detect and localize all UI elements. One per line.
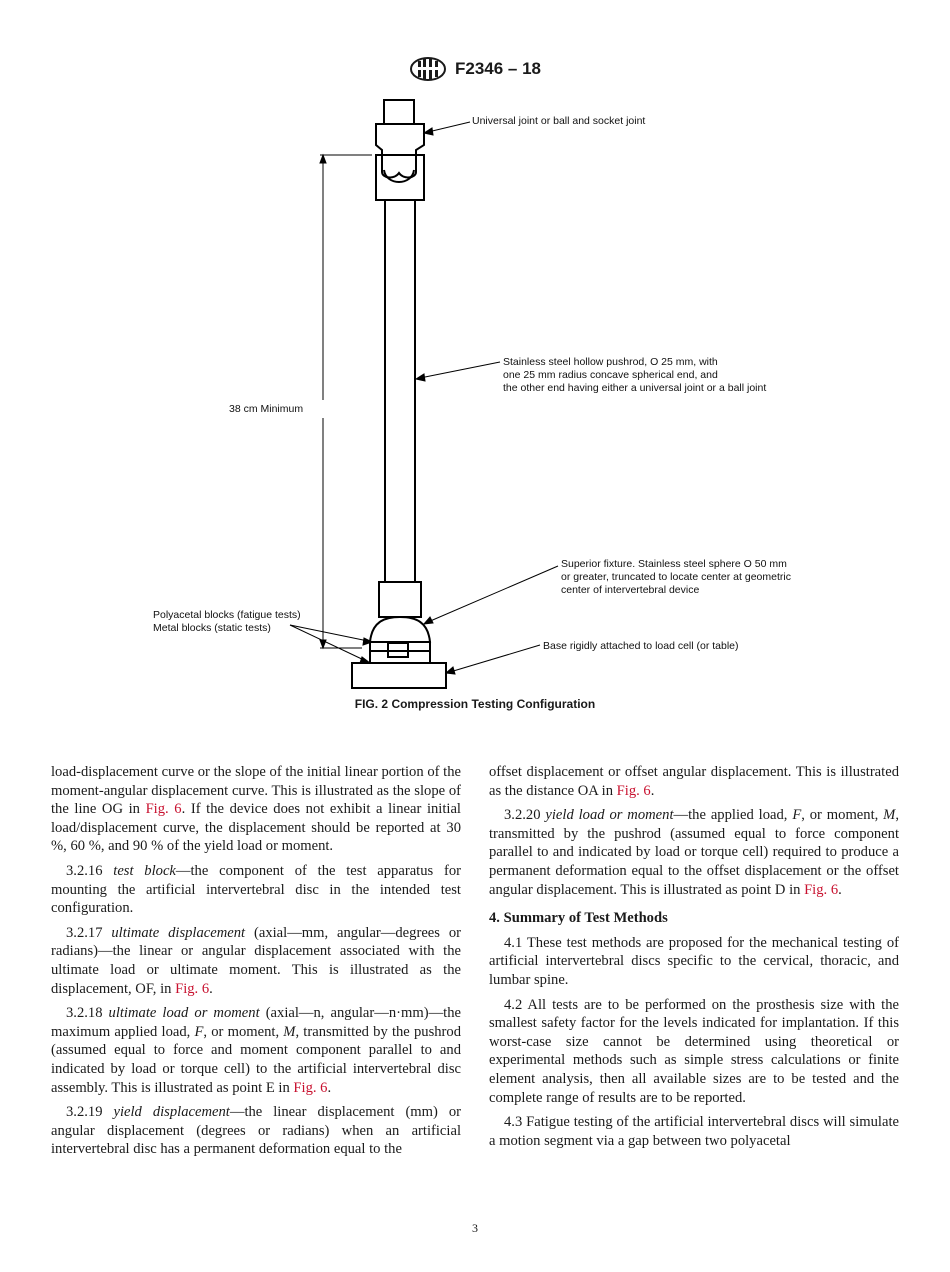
label-fixture-line-2: or greater, truncated to locate center at geometric — [561, 571, 791, 583]
definition-3-2-18: 3.2.18 ultimate load or moment (axial—n, angular—n·mm)—the maximum applied load, F, or moment, M, transmitted by the pushrod (assumed equal to force and moment component parallel to and indicated by load or torque cell) to the artificial intervertebral disc assembly. This is illustrated as point E in Fig. 6. — [51, 1005, 461, 1096]
document-designation: F2346 – 18 — [454, 59, 541, 78]
label-dimension: 38 cm Minimum — [229, 403, 304, 415]
definition-3-2-20: 3.2.20 yield load or moment—the applied load, F, or moment, M, transmitted by the pushrod (assumed equal to force component parallel to and indicated by load or torque cell) required to produce a permanent deformation equal to the offset displacement or the offset angular displacement. This is illustrated as point D in Fig. 6. — [489, 807, 899, 898]
section-4-3: 4.3 Fatigue testing of the artificial intervertebral discs will simulate a motion segment via a gap between two polyacetal — [489, 1114, 899, 1149]
fig-6-link[interactable]: Fig. 6 — [145, 801, 182, 818]
term: ultimate load or moment — [108, 1005, 260, 1022]
page-number: 3 — [472, 1221, 478, 1235]
label-pushrod-line-2: one 25 mm radius concave spherical end, and — [503, 369, 718, 381]
fig-6-link[interactable]: Fig. 6 — [804, 881, 839, 898]
fig-6-link[interactable]: Fig. 6 — [616, 782, 651, 799]
label-blocks-line-1: Polyacetal blocks (fatigue tests) — [153, 609, 301, 621]
definition-3-2-16: 3.2.16 test block—the component of the test apparatus for mounting the artificial intervertebral disc in the intended test configuration. — [51, 862, 461, 917]
term: test block — [113, 862, 176, 879]
section-heading: 4. Summary of Test Methods — [489, 910, 668, 927]
universal-joint-upper — [376, 124, 424, 177]
fig-6-link[interactable]: Fig. 6 — [175, 980, 210, 997]
label-fixture-line-1: Superior fixture. Stainless steel sphere O 50 mm — [561, 558, 787, 570]
pushrod — [385, 200, 415, 582]
definition-3-2-17: 3.2.17 ultimate displacement (axial—mm, angular—degrees or radians)—the linear or angular displacement associated with the ultimate load or ultimate moment. This is illustrated as the displacement, OF, in Fig. 6. — [51, 924, 461, 997]
section-4-2: 4.2 All tests are to be performed on the prosthesis size with the smallest safety factor for the levels indicated for implantation. If this worst-case size cannot be determined using theoretical or experimental methods such as simple stress calculations or finite element analysis, then all available sizes are to be tested and the complete range of results are to be reported. — [489, 996, 899, 1106]
term: yield load or moment — [545, 807, 674, 824]
term: yield displacement — [113, 1104, 230, 1121]
right-column — [489, 763, 899, 1156]
top-cap — [384, 100, 414, 124]
label-pushrod-line-1: Stainless steel hollow pushrod, O 25 mm, with — [503, 356, 718, 368]
superior-fixture-sphere — [370, 617, 430, 642]
figure-caption: FIG. 2 Compression Testing Configuration — [354, 697, 596, 711]
label-fixture-line-3: center of intervertebral device — [561, 584, 700, 596]
paragraph: offset displacement or offset angular displacement. This is illustrated as the distance OA in Fig. 6. — [489, 764, 899, 799]
superior-fixture-block — [379, 582, 421, 617]
label-pushrod-line-3: the other end having either a universal joint or a ball joint — [503, 382, 767, 394]
paragraph: load-displacement curve or the slope of the initial linear portion of the moment-angular displacement curve. This is illustrated as the slope of the line OG in Fig. 6. If the device does not exhibit a linear initial load/displacement curve, the displacement should be reported at 30 %, 60 %, and 90 % of the yield load or moment. — [51, 764, 461, 855]
left-column — [51, 763, 461, 1165]
base — [352, 663, 446, 688]
label-blocks-line-2: Metal blocks (static tests) — [153, 622, 271, 634]
label-universal-joint: Universal joint or ball and socket joint — [472, 115, 646, 127]
section-4-1: 4.1 These test methods are proposed for the mechanical testing of artificial intervertebral discs specific to the cervical, thoracic, and lumbar spine. — [489, 934, 899, 988]
fig-6-link[interactable]: Fig. 6 — [293, 1079, 328, 1096]
term: ultimate displacement — [111, 924, 246, 941]
definition-3-2-19: 3.2.19 yield displacement—the linear displacement (mm) or angular displacement (degrees or radians) when an artificial intervertebral disc has a permanent deformation equal to the — [51, 1104, 462, 1158]
label-base: Base rigidly attached to load cell (or table) — [543, 640, 739, 652]
